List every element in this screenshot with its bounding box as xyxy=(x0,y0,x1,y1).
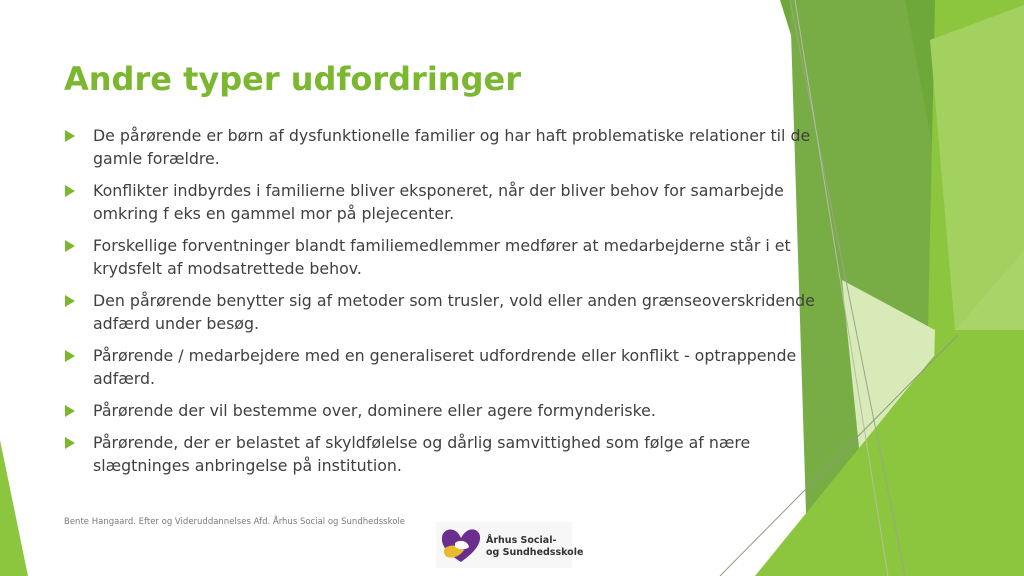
green-triangle-bullet-icon xyxy=(65,295,75,307)
school-logo xyxy=(436,522,584,568)
bullet-text: Pårørende / medarbejdere med en generaliseret udfordrende eller konflikt - optrappende adfærd. xyxy=(93,346,797,388)
green-triangle-bullet-icon xyxy=(65,240,75,252)
footer-text: Bente Hangaard. Efter og Videruddannelses Afd. Århus Social og Sundhedsskole xyxy=(64,517,405,527)
bullet-item xyxy=(64,344,824,390)
green-triangle-bullet-icon xyxy=(65,350,75,362)
bullet-item xyxy=(64,431,824,477)
logo-text-line2: og Sundhedsskole xyxy=(486,547,584,558)
bullet-text: De pårørende er børn af dysfunktionelle familier og har haft problematiske relationer til de gamle forældre. xyxy=(93,126,811,168)
bullet-text: Den pårørende benytter sig af metoder som trusler, vold eller anden grænseoverskridende adfærd under besøg. xyxy=(93,291,815,333)
bullet-item xyxy=(64,399,824,422)
bullet-list xyxy=(64,124,824,486)
logo-text-line1: Århus Social- xyxy=(486,535,557,546)
slide-title: Andre typer udfordringer xyxy=(64,60,521,98)
bullet-item xyxy=(64,234,824,280)
bullet-item xyxy=(64,124,824,170)
green-triangle-bullet-icon xyxy=(65,130,75,142)
bullet-text: Pårørende der vil bestemme over, dominere eller agere formynderiske. xyxy=(93,401,656,420)
bullet-text: Forskellige forventninger blandt familiemedlemmer medfører at medarbejderne står i et krydsfelt af modsatrettede behov. xyxy=(93,236,791,278)
bullet-text: Konflikter indbyrdes i familierne bliver eksponeret, når der bliver behov for samarbejde omkring f eks en gammel mor på plejecenter. xyxy=(93,181,784,223)
bullet-item xyxy=(64,289,824,335)
bullet-item xyxy=(64,179,824,225)
bullet-text: Pårørende, der er belastet af skyldfølelse og dårlig samvittighed som følge af nære slægtninges anbringelse på institution. xyxy=(93,433,751,475)
green-triangle-bullet-icon xyxy=(65,405,75,417)
heart-logo-icon xyxy=(438,524,484,566)
green-triangle-bullet-icon xyxy=(65,437,75,449)
green-triangle-bullet-icon xyxy=(65,185,75,197)
